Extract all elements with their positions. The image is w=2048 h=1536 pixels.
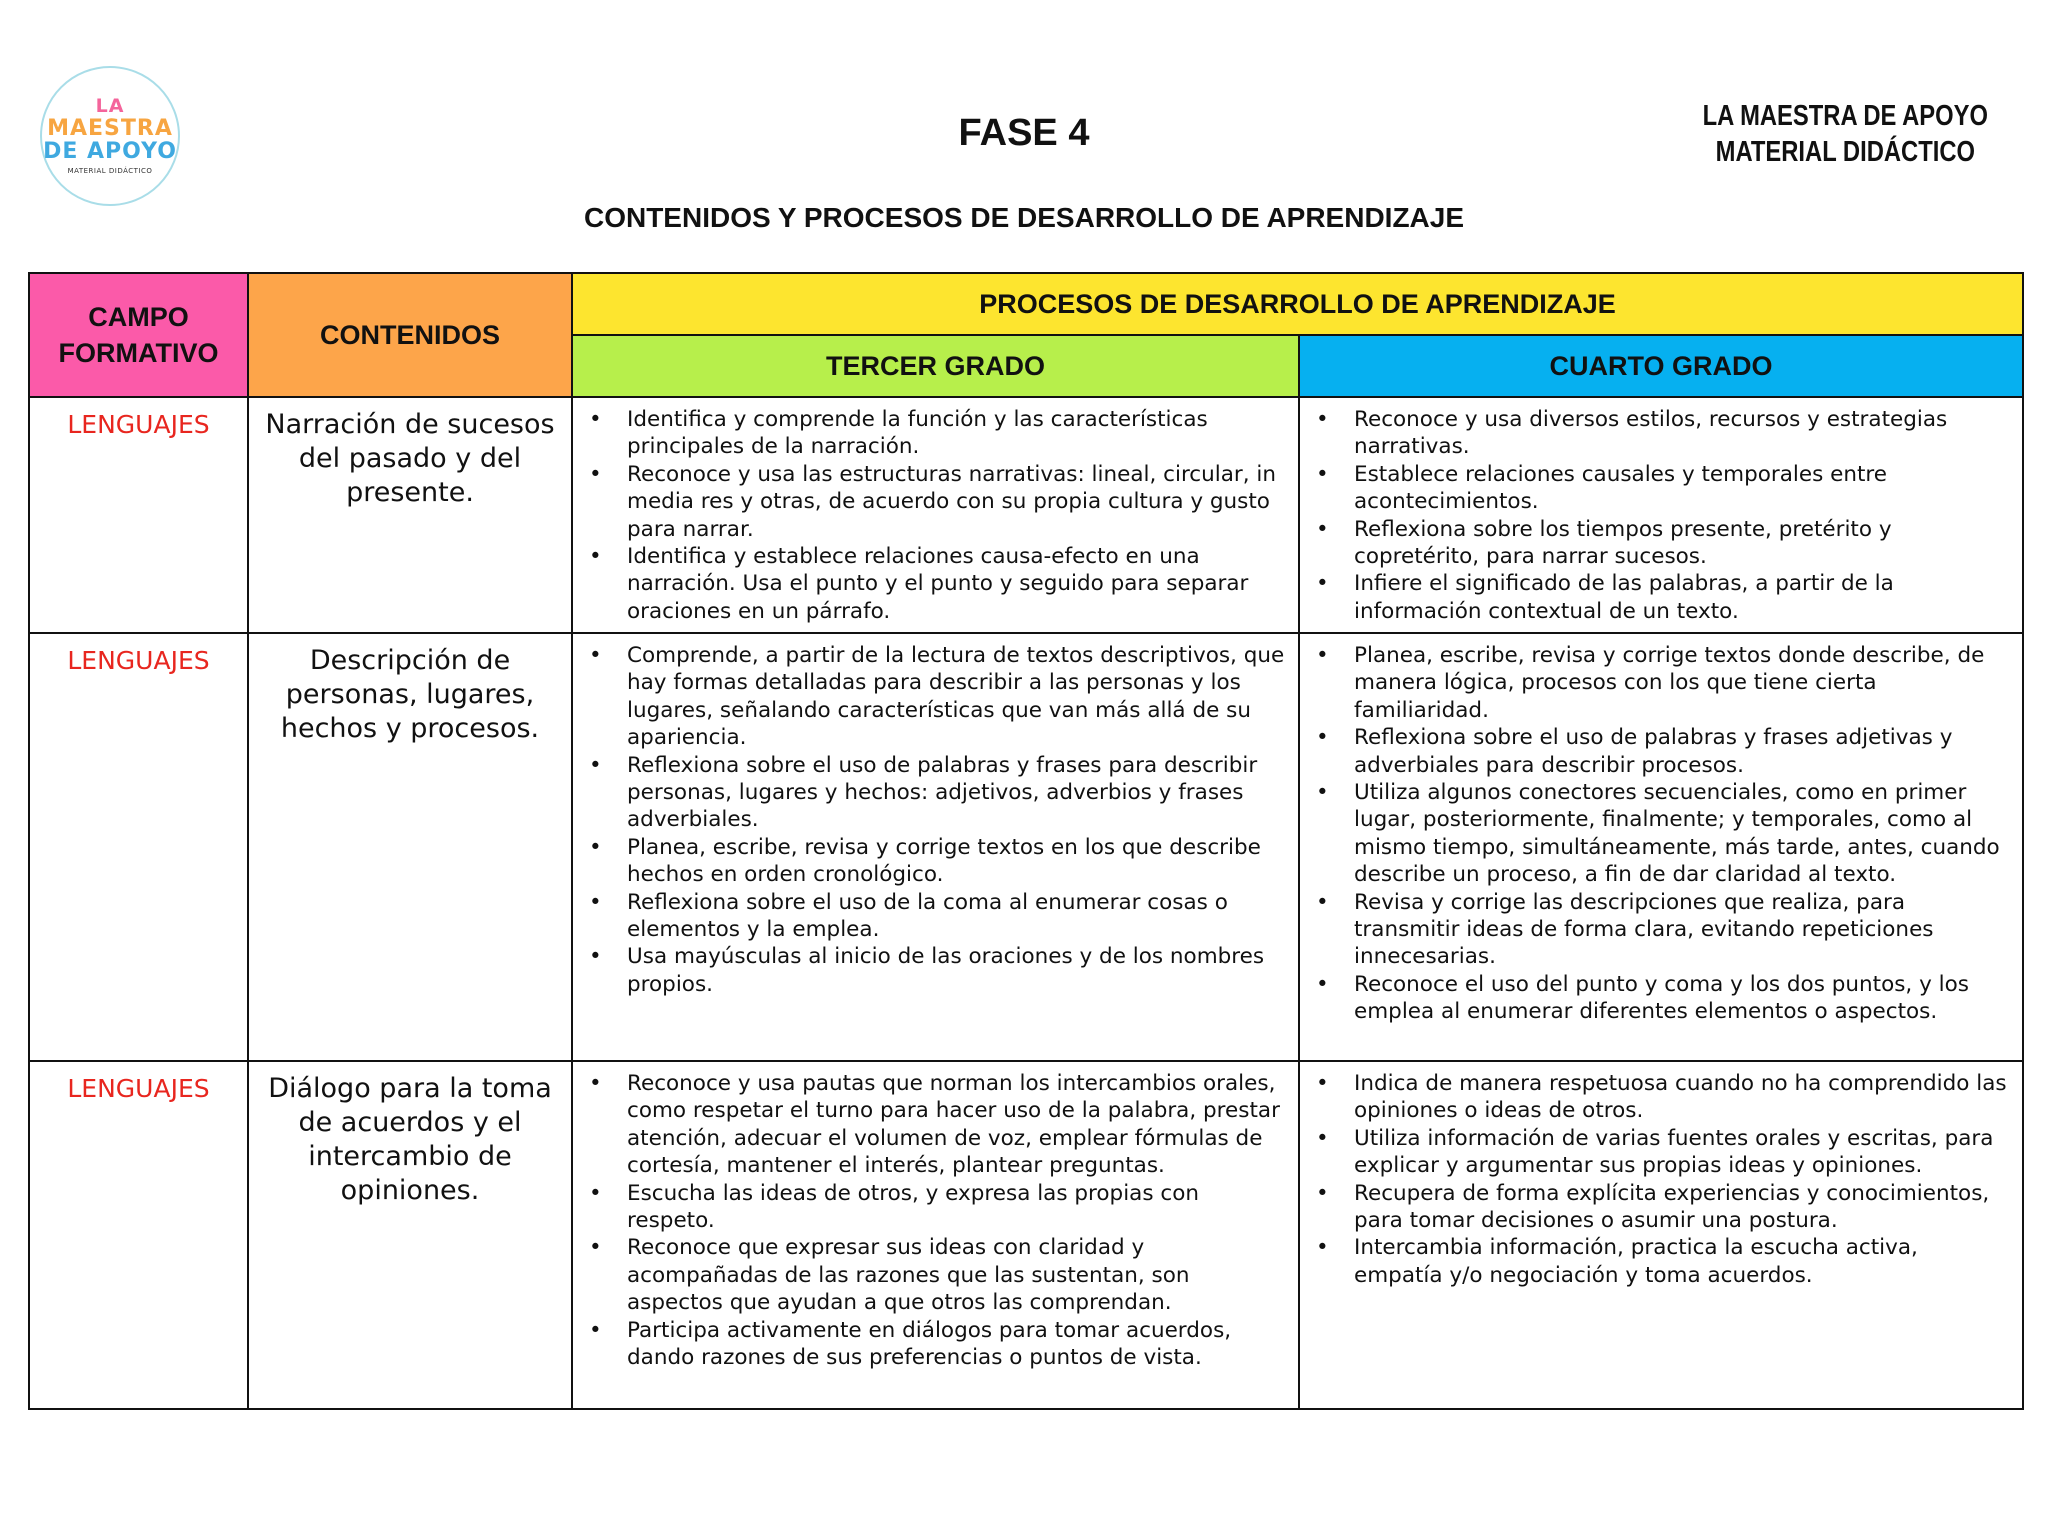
cuarto-cell bbox=[1299, 397, 2023, 633]
table-row bbox=[29, 633, 2023, 1061]
header-row-1 bbox=[29, 273, 2023, 335]
list-item: • Reconoce y usa diversos estilos, recursos y estrategias narrativas. bbox=[1354, 406, 2012, 461]
tercer-cell bbox=[572, 1061, 1299, 1409]
header-procesos: PROCESOS DE DESARROLLO DE APRENDIZAJE bbox=[572, 273, 2023, 335]
cuarto-cell bbox=[1299, 633, 2023, 1061]
list-item: • Reconoce el uso del punto y coma y los dos puntos, y los emplea al enumerar diferentes elementos o aspectos. bbox=[1354, 971, 2012, 1026]
list-item: • Identifica y establece relaciones causa-efecto en una narración. Usa el punto y el punto y seguido para separar oraciones en un párrafo. bbox=[627, 543, 1288, 625]
logo-line-4: MATERIAL DIDÁCTICO bbox=[67, 167, 153, 175]
list-item: • Reflexiona sobre el uso de la coma al enumerar cosas o elementos y la emplea. bbox=[627, 889, 1288, 944]
list-item: • Utiliza información de varias fuentes orales y escritas, para explicar y argumentar sus propias ideas y opiniones. bbox=[1354, 1125, 2012, 1180]
list-item: • Intercambia información, practica la escucha activa, empatía y/o negociación y toma acuerdos. bbox=[1354, 1234, 2012, 1289]
contenido-cell: Narración de sucesos del pasado y del presente. bbox=[248, 397, 572, 633]
contenido-cell: Descripción de personas, lugares, hechos y procesos. bbox=[248, 633, 572, 1061]
tercer-list bbox=[573, 398, 1298, 631]
cuarto-list bbox=[1300, 398, 2022, 631]
cuarto-list bbox=[1300, 634, 2022, 1032]
campo-cell: LENGUAJES bbox=[29, 397, 248, 633]
cuarto-cell bbox=[1299, 1061, 2023, 1409]
tercer-cell bbox=[572, 633, 1299, 1061]
brand-line-2: MATERIAL DIDÁCTICO bbox=[1715, 136, 1975, 168]
logo-line-1: LA bbox=[95, 95, 125, 117]
list-item: • Revisa y corrige las descripciones que realiza, para transmitir ideas de forma clara, evitando repeticiones innecesarias. bbox=[1354, 889, 2012, 971]
list-item: • Escucha las ideas de otros, y expresa las propias con respeto. bbox=[627, 1180, 1288, 1235]
list-item: • Reconoce que expresar sus ideas con claridad y acompañadas de las razones que las sustentan, son aspectos que ayudan a que otros las comprendan. bbox=[627, 1234, 1288, 1316]
brand-text bbox=[1703, 98, 1988, 170]
page-subtitle: CONTENIDOS Y PROCESOS DE DESARROLLO DE APRENDIZAJE bbox=[583, 202, 1465, 233]
header-cuarto-grado: CUARTO GRADO bbox=[1299, 335, 2023, 397]
list-item: • Identifica y comprende la función y las características principales de la narración. bbox=[627, 406, 1288, 461]
table-row bbox=[29, 397, 2023, 633]
content-table bbox=[28, 272, 2024, 1410]
list-item: • Utiliza algunos conectores secuenciales, como en primer lugar, posteriormente, finalmente; y temporales, como al mismo tiempo, simultáneamente, más tarde, antes, cuando describe un proceso, a fin de dar claridad al texto. bbox=[1354, 779, 2012, 889]
table-row bbox=[29, 1061, 2023, 1409]
logo-line-2-text: MAESTRA bbox=[47, 116, 173, 141]
list-item: • Usa mayúsculas al inicio de las oraciones y de los nombres propios. bbox=[627, 943, 1288, 998]
list-item: • Comprende, a partir de la lectura de textos descriptivos, que hay formas detalladas para describir a las personas y los lugares, señalando características que van más allá de su apariencia. bbox=[627, 642, 1288, 752]
contenido-cell: Diálogo para la toma de acuerdos y el intercambio de opiniones. bbox=[248, 1061, 572, 1409]
list-item: • Planea, escribe, revisa y corrige textos donde describe, de manera lógica, procesos con los que tiene cierta familiaridad. bbox=[1354, 642, 2012, 724]
list-item: • Reconoce y usa las estructuras narrativas: lineal, circular, in media res y otras, de acuerdo con su propia cultura y gusto para narrar. bbox=[627, 461, 1288, 543]
list-item: • Infiere el significado de las palabras, a partir de la información contextual de un texto. bbox=[1354, 570, 2012, 625]
tercer-list bbox=[573, 634, 1298, 1004]
campo-cell: LENGUAJES bbox=[29, 1061, 248, 1409]
cuarto-list bbox=[1300, 1062, 2022, 1295]
list-item: • Indica de manera respetuosa cuando no ha comprendido las opiniones o ideas de otros. bbox=[1354, 1070, 2012, 1125]
list-item: • Establece relaciones causales y temporales entre acontecimientos. bbox=[1354, 461, 2012, 516]
list-item: • Reflexiona sobre los tiempos presente, pretérito y copretérito, para narrar sucesos. bbox=[1354, 516, 2012, 571]
list-item: • Participa activamente en diálogos para tomar acuerdos, dando razones de sus preferencias o puntos de vista. bbox=[627, 1317, 1288, 1372]
campo-cell: LENGUAJES bbox=[29, 633, 248, 1061]
list-item: • Reflexiona sobre el uso de palabras y frases para describir personas, lugares y hechos: adjetivos, adverbios y frases adverbiales. bbox=[627, 752, 1288, 834]
list-item: • Reconoce y usa pautas que norman los intercambios orales, como respetar el turno para hacer uso de la palabra, prestar atención, adecuar el volumen de voz, emplear fórmulas de cortesía, mantener el interés, plantear preguntas. bbox=[627, 1070, 1288, 1180]
list-item: • Planea, escribe, revisa y corrige textos en los que describe hechos en orden cronológico. bbox=[627, 834, 1288, 889]
tercer-cell bbox=[572, 397, 1299, 633]
brand-line-1: LA MAESTRA DE APOYO bbox=[1702, 100, 1988, 132]
list-item: • Recupera de forma explícita experiencias y conocimientos, para tomar decisiones o asumir una postura. bbox=[1354, 1180, 2012, 1235]
page-title: FASE 4 bbox=[958, 112, 1090, 154]
tercer-list bbox=[573, 1062, 1298, 1377]
logo-line-3: DE APOYO bbox=[43, 139, 177, 164]
list-item: • Reflexiona sobre el uso de palabras y frases adjetivas y adverbiales para describir procesos. bbox=[1354, 724, 2012, 779]
header-contenidos: CONTENIDOS bbox=[248, 273, 572, 397]
header-tercer-grado: TERCER GRADO bbox=[572, 335, 1299, 397]
header-campo-formativo: CAMPO FORMATIVO bbox=[29, 273, 248, 397]
